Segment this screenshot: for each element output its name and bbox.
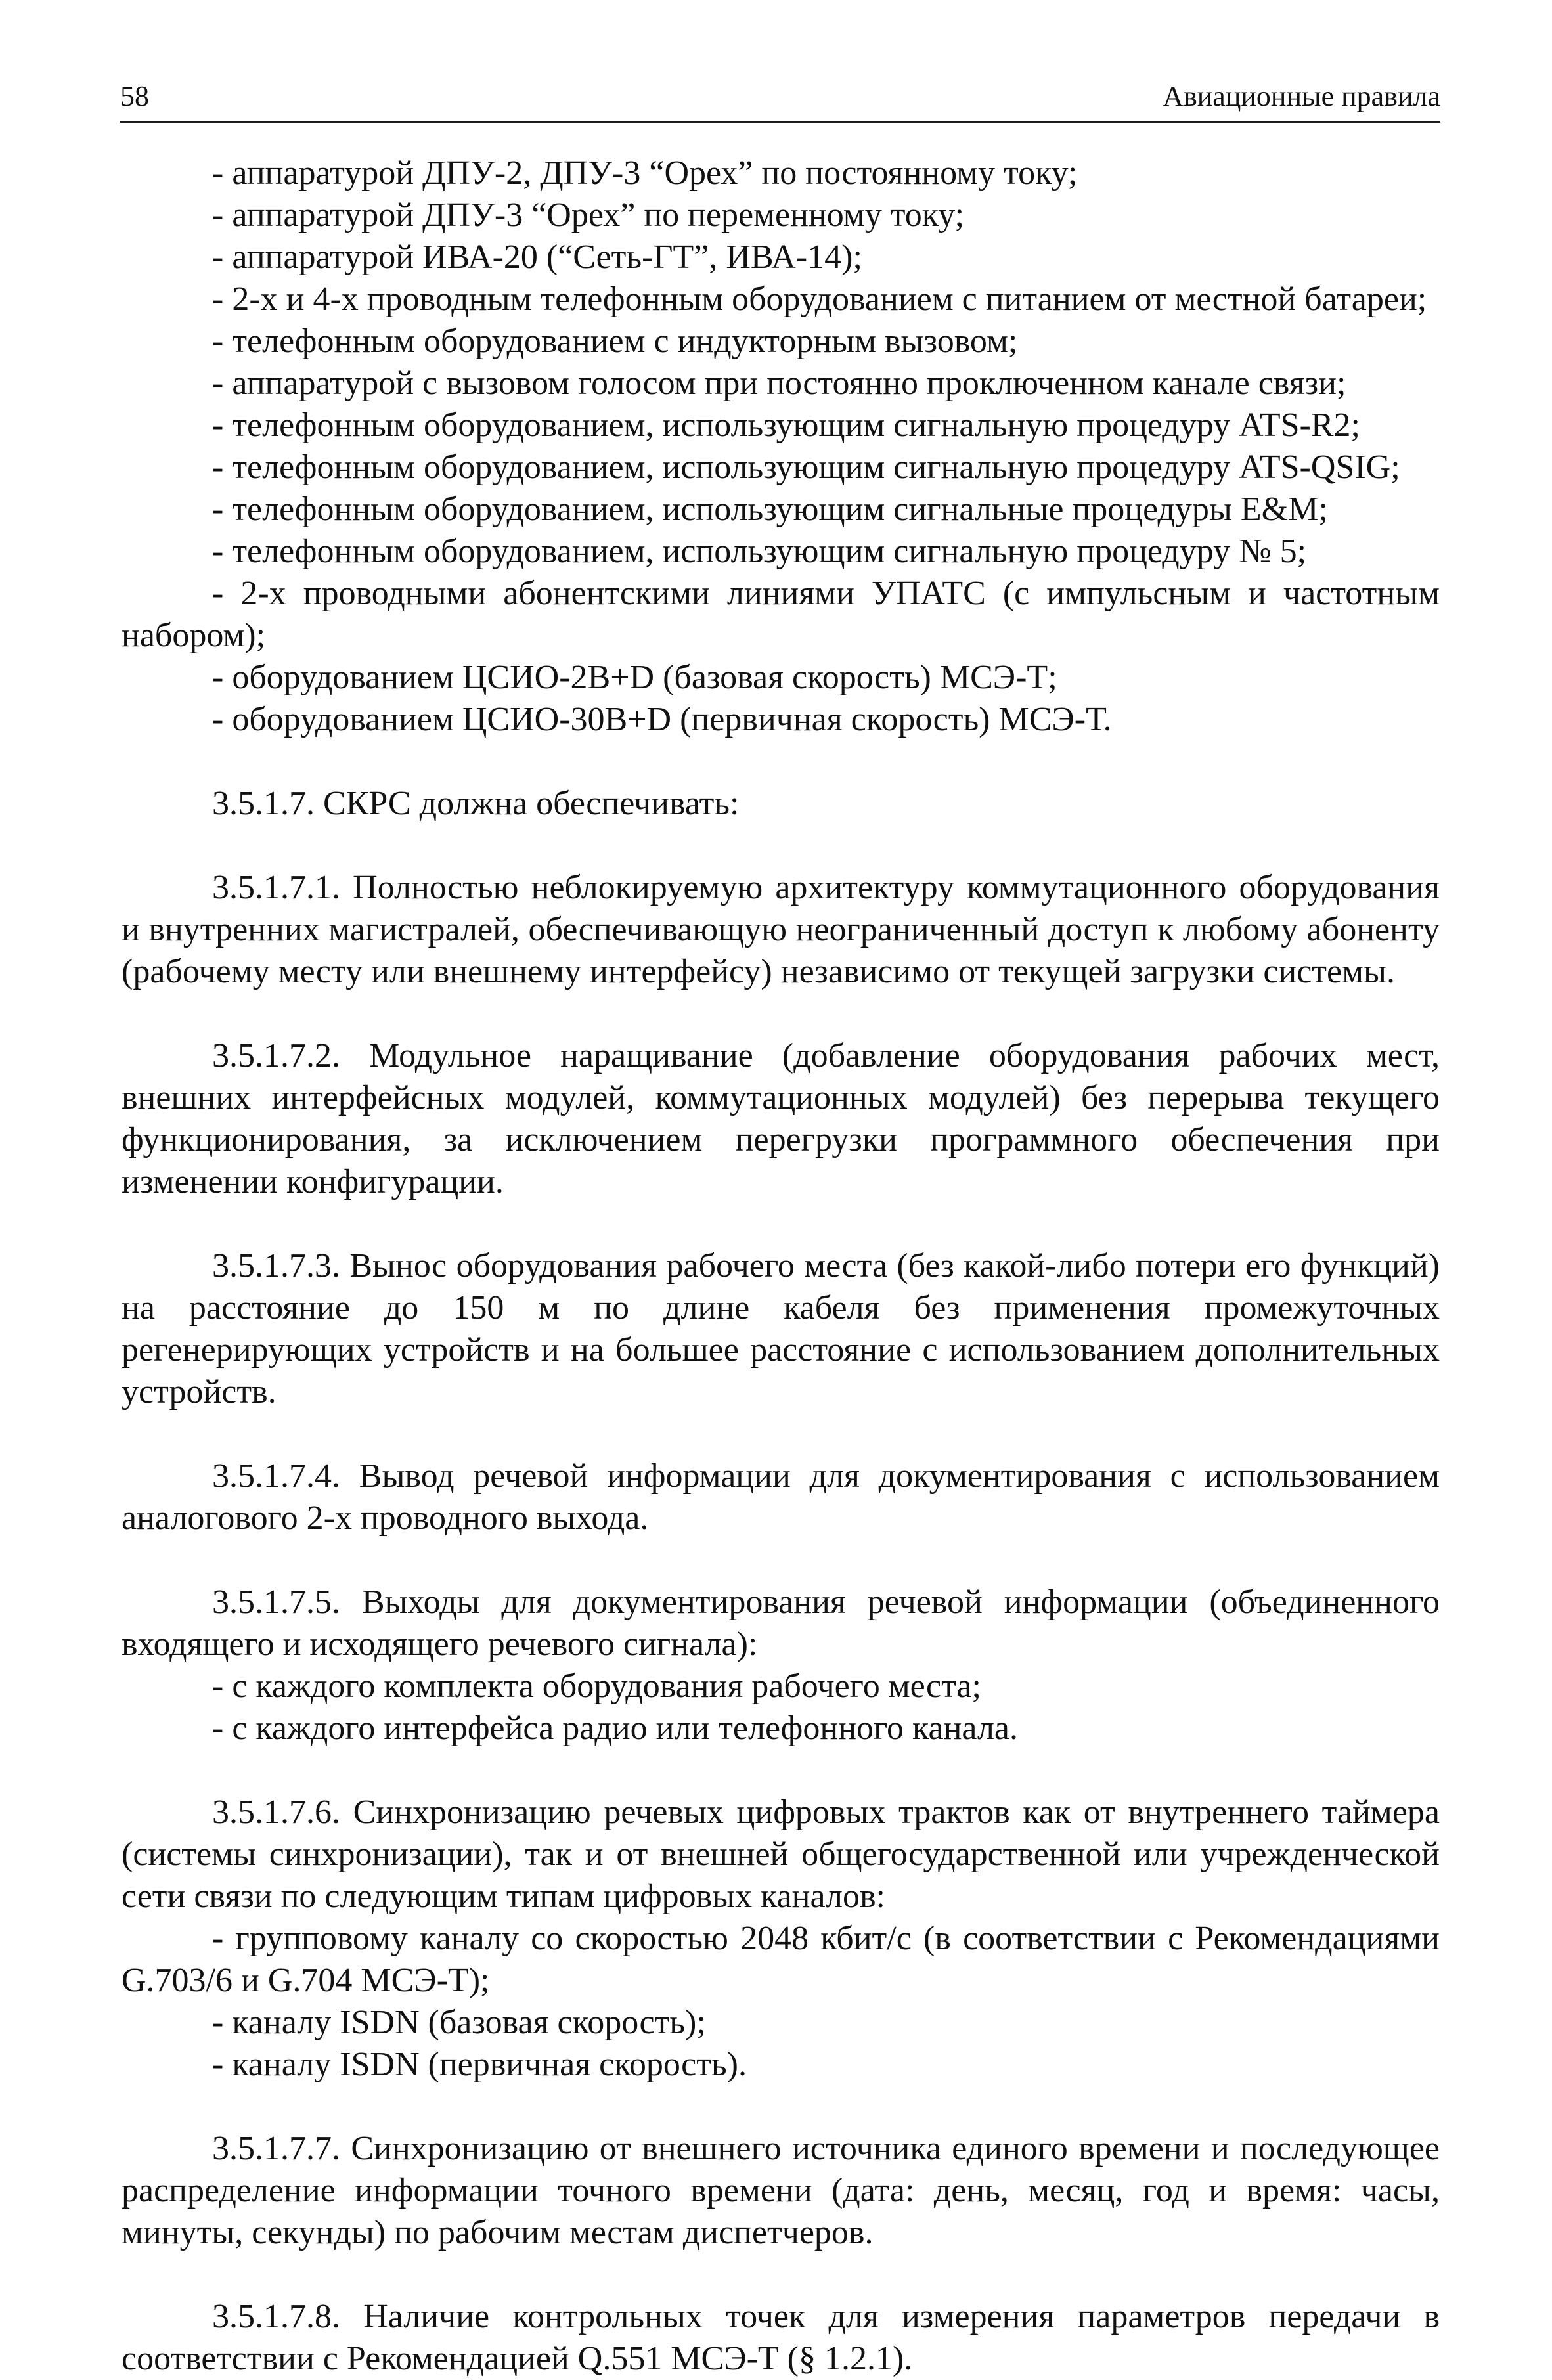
equipment-list [122,152,1440,741]
list-item: - телефонным оборудованием, использующим сигнальные процедуры E&M; [212,491,1328,528]
section-3-5-1-7-7: 3.5.1.7.7. Синхронизацию от внешнего источника единого времени и последующее распределение информации точного времени (дата: день, месяц, год и время: часы, минуты, секунды) по рабочим местам диспетчеров. [122,2130,1440,2251]
list-item: - оборудованием ЦСИО-30B+D (первичная скорость) МСЭ-Т. [212,701,1112,738]
section-3-5-1-7-8: 3.5.1.7.8. Наличие контрольных точек для измерения параметров передачи в соответствии с Рекомендацией Q.551 МСЭ-Т (§ 1.2.1). [122,2298,1440,2377]
list-item: - оборудованием ЦСИО-2B+D (базовая скорость) МСЭ-Т; [212,659,1057,696]
list-item: - с каждого интерфейса радио или телефонного канала. [212,1709,1019,1747]
section-3-5-1-7-4: 3.5.1.7.4. Вывод речевой информации для документирования с использованием аналогового 2-х проводного выхода. [122,1457,1440,1537]
section-3-5-1-7: 3.5.1.7. СКРС должна обеспечивать: [212,785,740,822]
list-item: - 2-х и 4-х проводным телефонным оборудованием с питанием от местной батареи; [212,280,1427,318]
section-3-5-1-7-6: 3.5.1.7.6. Синхронизацию речевых цифровых трактов как от внутреннего таймера (системы синхронизации), так и от внешней общегосударственной или учрежденческой сети связи по следующим типам цифровых каналов: [122,1794,1440,1915]
list-item: - каналу ISDN (базовая скорость); [212,2004,706,2041]
document-body [122,152,1440,2380]
section-3-5-1-7-3: 3.5.1.7.3. Вынос оборудования рабочего места (без какой-либо потери его функций) на расстояние до 150 м по длине кабеля без применения промежуточных регенерирующих устройств и на большее расстояние с использованием дополнительных устройств. [122,1247,1440,1411]
list-item: - аппаратурой ИВА-20 (“Сеть-ГТ”, ИВА-14); [212,238,862,276]
list-item: - телефонным оборудованием, использующим сигнальную процедуру ATS-R2; [212,407,1360,444]
page-number: 58 [120,80,149,112]
list-item: - телефонным оборудованием с индукторным вызовом; [212,322,1018,360]
running-title: Авиационные правила [1163,80,1440,112]
list-item: - аппаратурой с вызовом голосом при постоянно проключенном канале связи; [212,364,1346,402]
section-3-5-1-7-1: 3.5.1.7.1. Полностью неблокируемую архитектуру коммутационного оборудования и внутренних магистралей, обеспечивающую неограниченный доступ к любому абоненту (рабочему месту или внешнему интерфейсу) независимо от текущей загрузки системы. [122,869,1440,990]
list-item: - телефонным оборудованием, использующим сигнальную процедуру № 5; [212,533,1307,570]
list-item: - 2-х проводными абонентскими линиями УПАТС (с импульсным и частотным набором); [122,575,1440,654]
list-item: - групповому каналу со скоростью 2048 кбит/с (в соответствии с Рекомендациями G.703/6 и G.704 МСЭ-Т); [122,1920,1440,1999]
list-item: - аппаратурой ДПУ-3 “Орех” по переменному току; [212,196,965,234]
list-item: - телефонным оборудованием, использующим сигнальную процедуру ATS-QSIG; [212,449,1400,486]
list-item: - аппаратурой ДПУ-2, ДПУ-3 “Орех” по постоянному току; [212,154,1078,192]
list-item: - каналу ISDN (первичная скорость). [212,2046,747,2083]
page-header [120,77,1440,123]
section-3-5-1-7-2: 3.5.1.7.2. Модульное наращивание (добавление оборудования рабочих мест, внешних интерфейсных модулей, коммутационных модулей) без перерыва текущего функционирования, за исключением перегрузки программного обеспечения при изменении конфигурации. [122,1037,1440,1201]
list-item: - с каждого комплекта оборудования рабочего места; [212,1667,981,1705]
section-3-5-1-7-5: 3.5.1.7.5. Выходы для документирования речевой информации (объединенного входящего и исходящего речевого сигнала): [122,1583,1440,1663]
